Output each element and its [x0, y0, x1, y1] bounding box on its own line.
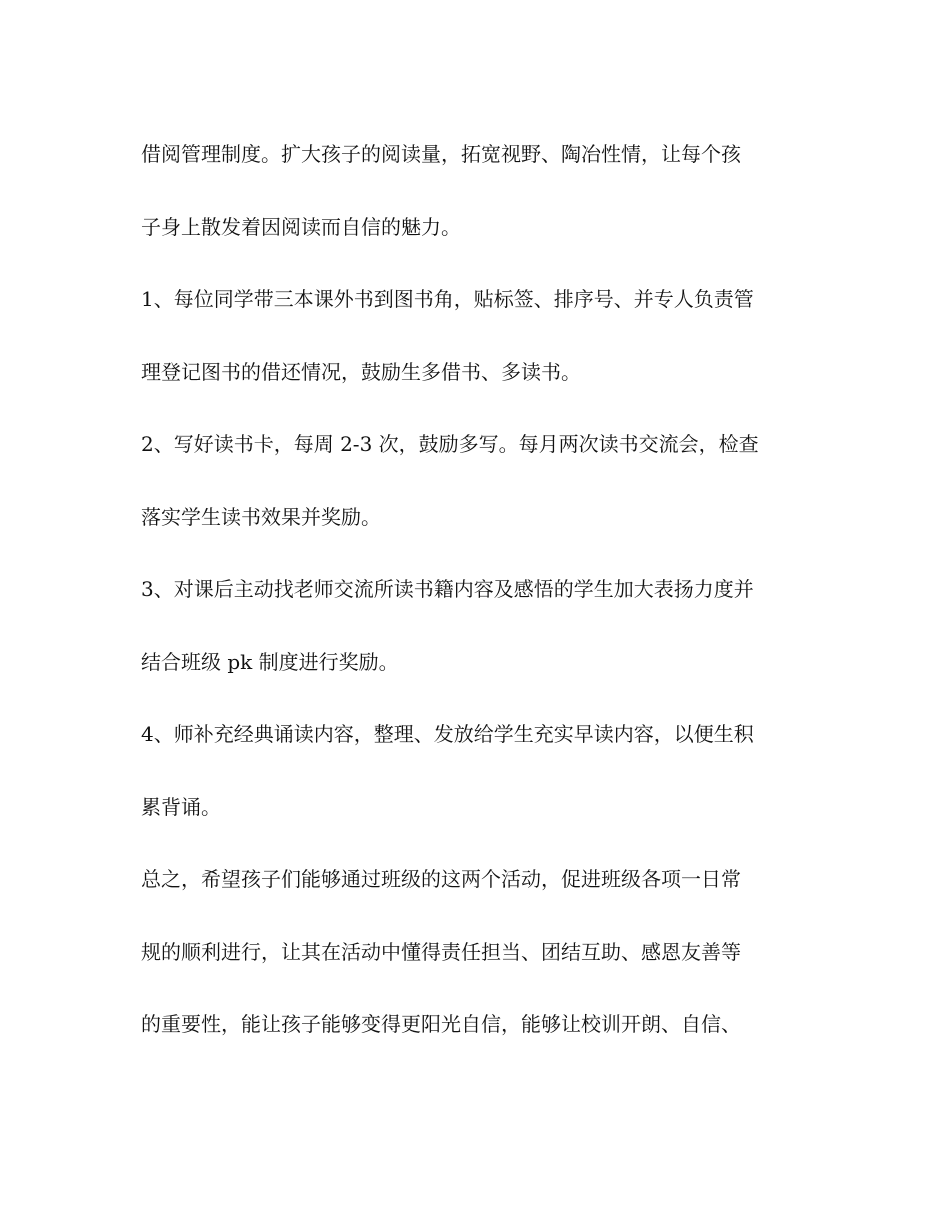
- text-line: 4、师补充经典诵读内容，整理、发放给学生充实早读内容，以便生积: [141, 722, 754, 746]
- text-line: 1、每位同学带三本课外书到图书角，贴标签、排序号、并专人负责管: [141, 287, 754, 311]
- text-line: 2、写好读书卡，每周 2-3 次，鼓励多写。每月两次读书交流会，检查: [141, 432, 759, 456]
- text-line: 的重要性，能让孩子能够变得更阳光自信，能够让校训开朗、自信、: [141, 1012, 741, 1036]
- text-line: 总之，希望孩子们能够通过班级的这两个活动，促进班级各项一日常: [141, 867, 741, 891]
- text-line: 3、对课后主动找老师交流所读书籍内容及感悟的学生加大表扬力度并: [141, 577, 754, 601]
- text-line: 借阅管理制度。扩大孩子的阅读量，拓宽视野、陶冶性情，让每个孩: [141, 142, 741, 166]
- document-body: [141, 134, 821, 1077]
- text-line: 理登记图书的借还情况，鼓励生多借书、多读书。: [141, 359, 581, 384]
- text-line: 累背诵。: [141, 794, 221, 819]
- text-line: 落实学生读书效果并奖励。: [141, 504, 381, 529]
- text-line: 结合班级 pk 制度进行奖励。: [141, 649, 399, 674]
- text-line: 规的顺利进行，让其在活动中懂得责任担当、团结互助、感恩友善等: [141, 939, 741, 964]
- text-line: 子身上散发着因阅读而自信的魅力。: [141, 214, 461, 239]
